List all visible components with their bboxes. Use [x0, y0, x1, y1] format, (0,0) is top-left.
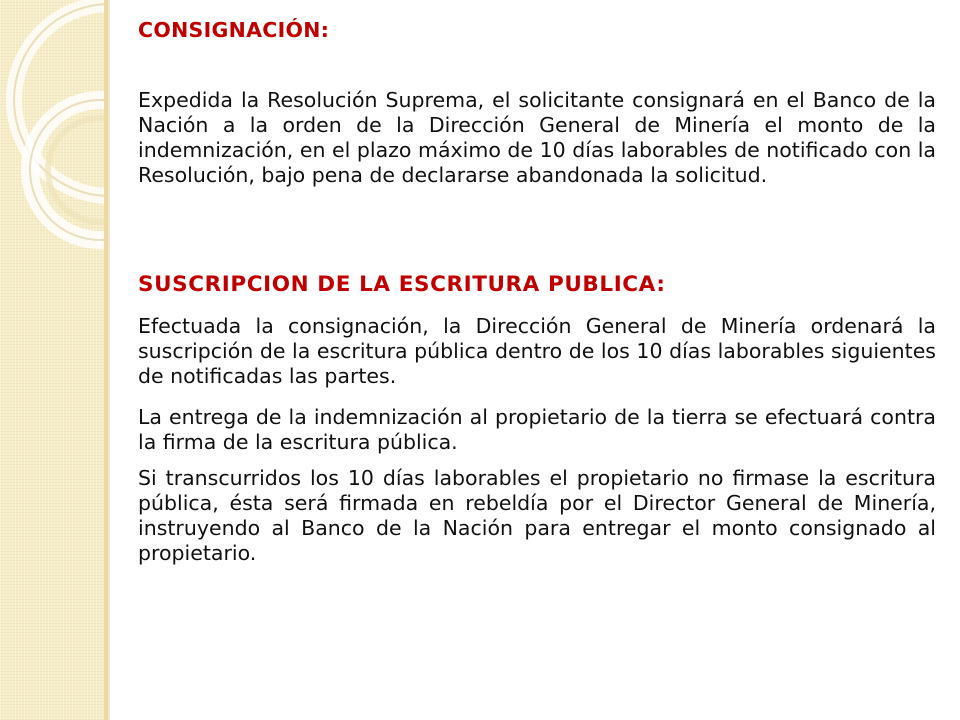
paragraph-suscripcion-3: Si transcurridos los 10 días laborables el propietario no firmase la escritura pública, ésta será firmada en rebeldía por el Director General de Minería, instruyendo al Banco de la Nación para entregar el monto consignado al propietario. — [138, 466, 936, 565]
paragraph-suscripcion-1: Efectuada la consignación, la Dirección General de Minería ordenará la suscripción de la escritura pública dentro de los 10 días laborables siguientes de notificadas las partes. — [138, 314, 936, 388]
side-band-edge-shadow — [108, 0, 110, 720]
decorative-circles — [0, 0, 104, 300]
heading-consignacion: CONSIGNACIÓN: — [138, 18, 330, 42]
decorative-side-band — [0, 0, 104, 720]
paragraph-suscripcion-2: La entrega de la indemnización al propietario de la tierra se efectuará contra la firma de la escritura pública. — [138, 405, 936, 454]
paragraph-consignacion: Expedida la Resolución Suprema, el solicitante consignará en el Banco de la Nación a la orden de la Dirección General de Minería el monto de la indemnización, en el plazo máximo de 10 días laborables de notificado con la Resolución, bajo pena de declararse abandonada la solicitud. — [138, 88, 936, 187]
heading-suscripcion: SUSCRIPCION DE LA ESCRITURA PUBLICA: — [138, 272, 666, 297]
